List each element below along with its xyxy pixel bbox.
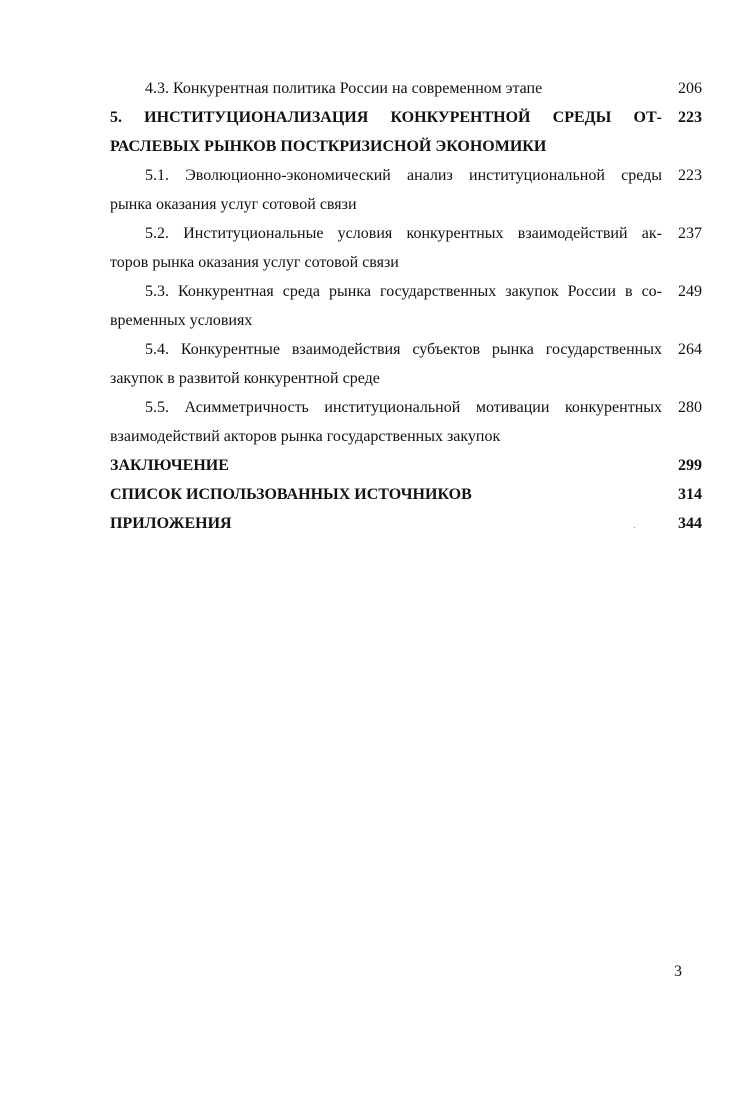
toc-entry-line: 5. ИНСТИТУЦИОНАЛИЗАЦИЯ КОНКУРЕНТНОЙ СРЕДЫ ОТ-: [110, 109, 662, 126]
toc-entry-conclusion: [110, 451, 702, 480]
toc-entry-5-5: [110, 393, 702, 451]
page-number: 3: [674, 963, 682, 980]
toc-entry-line: временных условиях: [110, 312, 253, 329]
toc-entry-title: [110, 277, 662, 335]
toc-entry-page: 299: [678, 457, 702, 474]
toc-entry-page: 344: [678, 515, 702, 532]
toc-entry-line: РАСЛЕВЫХ РЫНКОВ ПОСТКРИЗИСНОЙ ЭКОНОМИКИ: [110, 138, 547, 155]
toc-entry-references: [110, 480, 702, 509]
toc-entry-title: [110, 74, 662, 103]
toc-entry-page: 223: [678, 109, 702, 126]
toc-entry-line: 5.4. Конкурентные взаимодействия субъектов рынка государственных: [145, 341, 662, 358]
toc-entry-page: 314: [678, 486, 702, 503]
toc-entry-title: [110, 161, 662, 219]
toc-entry-5-2: [110, 219, 702, 277]
toc-entry-5-1: [110, 161, 702, 219]
scan-speck: [634, 527, 635, 528]
toc-entry-page: 223: [678, 167, 702, 184]
toc-entry-line: торов рынка оказания услуг сотовой связи: [110, 254, 399, 271]
toc-entry-appendices: [110, 509, 702, 538]
toc-entry-title: [110, 451, 662, 480]
toc-entry-title: [110, 509, 662, 538]
toc-entry-line: 4.3. Конкурентная политика России на современном этапе: [145, 80, 543, 97]
toc-entry-page: 237: [678, 225, 702, 242]
toc-entry-page: 264: [678, 341, 702, 358]
table-of-contents: [110, 74, 702, 538]
toc-entry-5-3: [110, 277, 702, 335]
toc-entry-line: 5.2. Институциональные условия конкурентных взаимодействий ак-: [145, 225, 662, 242]
toc-entry-page: 280: [678, 399, 702, 416]
toc-entry-line: 5.1. Эволюционно-экономический анализ институциональной среды: [145, 167, 662, 184]
toc-entry-line: ЗАКЛЮЧЕНИЕ: [110, 457, 229, 474]
toc-entry-title: [110, 480, 662, 509]
toc-entry-title: [110, 335, 662, 393]
toc-entry-line: ПРИЛОЖЕНИЯ: [110, 515, 232, 532]
toc-entry-title: [110, 103, 662, 161]
toc-entry-title: [110, 219, 662, 277]
toc-entry-5-4: [110, 335, 702, 393]
toc-entry-line: СПИСОК ИСПОЛЬЗОВАННЫХ ИСТОЧНИКОВ: [110, 486, 472, 503]
toc-entry-title: [110, 393, 662, 451]
toc-entry-4-3: [110, 74, 702, 103]
toc-entry-line: взаимодействий акторов рынка государственных закупок: [110, 428, 501, 445]
toc-entry-page: 249: [678, 283, 702, 300]
toc-entry-line: 5.3. Конкурентная среда рынка государственных закупок России в со-: [145, 283, 662, 300]
toc-entry-page: 206: [678, 80, 702, 97]
toc-entry-line: рынка оказания услуг сотовой связи: [110, 196, 357, 213]
toc-entry-line: закупок в развитой конкурентной среде: [110, 370, 380, 387]
toc-entry-chapter-5: [110, 103, 702, 161]
toc-entry-line: 5.5. Асимметричность институциональной мотивации конкурентных: [145, 399, 662, 416]
